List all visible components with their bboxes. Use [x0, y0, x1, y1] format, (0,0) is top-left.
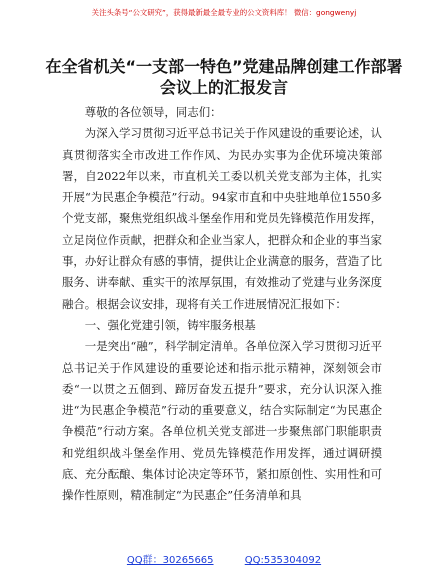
salutation: 尊敬的各位领导，同志们：	[84, 105, 222, 119]
qq-group-text: QQ群：30265665	[126, 555, 214, 566]
qq-text: QQ:535304092	[244, 555, 322, 566]
section-heading: 一、强化党建引领，铸牢服务根基	[84, 317, 256, 332]
header-banner: 关注头条号“公文研究”，获得最新最全最专业的公文资料库！ 微信：gongwenyj	[91, 8, 357, 17]
paragraph: 一是突出“融”，科学制定清单。各单位深入学习贯彻习近平总书记关于作风建设的重要论述和指示批示精神，深刻领会市委“一以贯之五個到、蹄厉奋发五提升”要求，充分认识深入推进“为民惠企争模范”行动的重要意义，结合实际制定“为民惠企争模范”行动方案。各单位机关党支部进一步聚焦部门职能职责和党组织战斗堡垒作用、党员先锋模范作用发挥，通过调研摸底、充分酝酿、集体讨论决定等环节，紧扣原创性、实用性和可操作性原则，精准制定“为民惠企”任务清单和具	[62, 339, 382, 503]
footer-contact	[0, 551, 448, 566]
document-body	[62, 102, 382, 507]
paragraph: 为深入学习贯彻习近平总书记关于作风建设的重要论述，认真贯彻落实全市改进工作作风、为民办实事为企优环境决策部署，自2022年以来，市直机关工委以机关党支部为主体，扎实开展“为民惠企争模范”行动。94家市直和中央驻地单位1550多个党支部，聚焦党组织战斗堡垒作用和党员先锋模范作用发挥，立足岗位作贡献，把群众和企业当家人，把群众和企业的事当家事，办好让群众有感的事情，提供让企业满意的服务，营造了比服务、讲奉献、重实干的浓厚氛围，有效推动了党建与业务深度融合。根据会议安排，现将有关工作进展情况汇报如下：	[62, 126, 382, 311]
document-title: 在全省机关“一支部一特色”党建品牌创建工作部署会议上的汇报发言	[45, 57, 403, 97]
